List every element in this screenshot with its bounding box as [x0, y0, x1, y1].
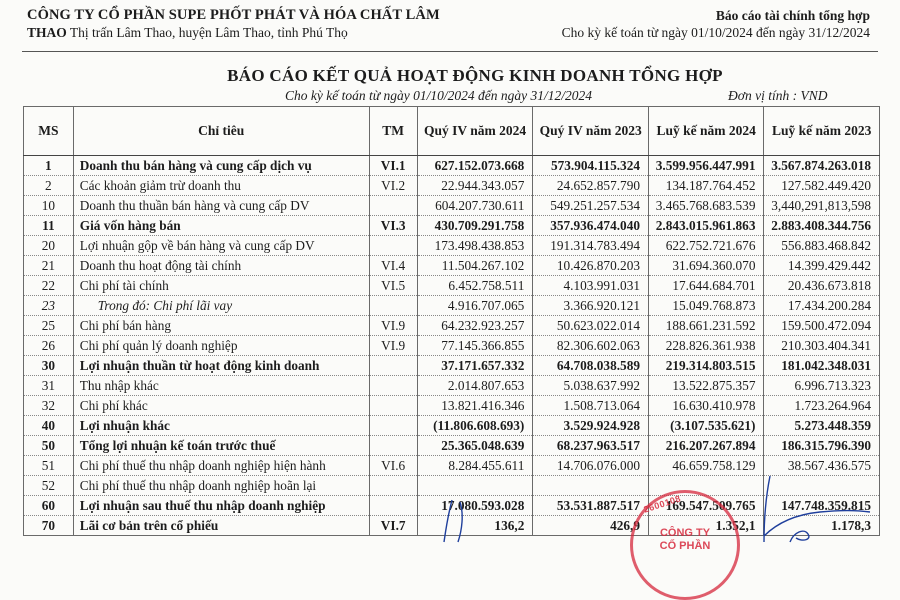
cell-q4-2023: 53.531.887.517	[533, 496, 649, 516]
report-type: Báo cáo tài chính tổng hợp	[715, 8, 870, 23]
table-row	[24, 176, 880, 196]
table-row	[24, 156, 880, 176]
row-code: 11	[24, 216, 74, 236]
table-row	[24, 216, 880, 236]
row-item: Giá vốn hàng bán	[73, 216, 369, 236]
row-item: Chi phí tài chính	[73, 276, 369, 296]
row-code: 51	[24, 456, 74, 476]
cell-ytd-2024: 1.352,1	[649, 516, 764, 536]
row-item: Chi phí thuế thu nhập doanh nghiệp hoãn lại	[73, 476, 369, 496]
cell-ytd-2024: 3.465.768.683.539	[649, 196, 764, 216]
cell-q4-2023: 3.529.924.928	[533, 416, 649, 436]
row-item: Các khoản giảm trừ doanh thu	[73, 176, 369, 196]
cell-q4-2024: 8.284.455.611	[417, 456, 533, 476]
signature-left-icon	[440, 500, 500, 542]
row-note: VI.6	[369, 456, 417, 476]
company-name: CÔNG TY CỔ PHẦN SUPE PHỐT PHÁT VÀ HÓA CHẤT LÂM	[27, 7, 440, 23]
cell-q4-2024: 173.498.438.853	[417, 236, 533, 256]
cell-ytd-2024: 16.630.410.978	[649, 396, 764, 416]
row-item: Doanh thu bán hàng và cung cấp dịch vụ	[73, 156, 369, 176]
row-code: 21	[24, 256, 74, 276]
cell-ytd-2023: 1.178,3	[764, 516, 880, 536]
row-code: 31	[24, 376, 74, 396]
table-row	[24, 316, 880, 336]
cell-ytd-2023: 17.434.200.284	[764, 296, 880, 316]
row-item: Thu nhập khác	[73, 376, 369, 396]
header-q4-2024: Quý IV năm 2024	[417, 107, 533, 156]
cell-q4-2023: 82.306.602.063	[533, 336, 649, 356]
cell-ytd-2023: 181.042.348.031	[764, 356, 880, 376]
row-item: Chi phí bán hàng	[73, 316, 369, 336]
cell-q4-2023: 10.426.870.203	[533, 256, 649, 276]
row-code: 32	[24, 396, 74, 416]
cell-ytd-2023: 38.567.436.575	[764, 456, 880, 476]
company-address-line	[27, 24, 467, 41]
header-note: TM	[369, 107, 417, 156]
row-code: 1	[24, 156, 74, 176]
header-item: Chỉ tiêu	[73, 107, 369, 156]
cell-ytd-2023: 5.273.448.359	[764, 416, 880, 436]
cell-ytd-2023: 3.567.874.263.018	[764, 156, 880, 176]
row-item: Lợi nhuận sau thuế thu nhập doanh nghiệp	[73, 496, 369, 516]
cell-q4-2024: 604.207.730.611	[417, 196, 533, 216]
cell-ytd-2023: 1.723.264.964	[764, 396, 880, 416]
company-header	[27, 7, 467, 41]
row-code: 52	[24, 476, 74, 496]
cell-ytd-2024: 622.752.721.676	[649, 236, 764, 256]
table-row	[24, 196, 880, 216]
table-row	[24, 376, 880, 396]
row-code: 22	[24, 276, 74, 296]
company-address: Thị trấn Lâm Thao, huyện Lâm Thao, tỉnh Phú Thọ	[69, 25, 348, 40]
cell-q4-2024: 64.232.923.257	[417, 316, 533, 336]
row-note: VI.7	[369, 516, 417, 536]
header-q4-2023: Quý IV năm 2023	[533, 107, 649, 156]
cell-q4-2023: 1.508.713.064	[533, 396, 649, 416]
row-item: Doanh thu hoạt động tài chính	[73, 256, 369, 276]
row-item: Doanh thu thuần bán hàng và cung cấp DV	[73, 196, 369, 216]
cell-q4-2023: 24.652.857.790	[533, 176, 649, 196]
row-item: Chi phí khác	[73, 396, 369, 416]
row-item: Lợi nhuận khác	[73, 416, 369, 436]
row-note	[369, 236, 417, 256]
row-code: 40	[24, 416, 74, 436]
cell-ytd-2024: 3.599.956.447.991	[649, 156, 764, 176]
stamp-line-1: CÔNG TY	[659, 527, 711, 539]
table-row	[24, 236, 880, 256]
row-note	[369, 416, 417, 436]
row-note: VI.4	[369, 256, 417, 276]
cell-ytd-2023: 159.500.472.094	[764, 316, 880, 336]
cell-ytd-2024: (3.107.535.621)	[649, 416, 764, 436]
table-row	[24, 416, 880, 436]
cell-q4-2023: 3.366.920.121	[533, 296, 649, 316]
cell-ytd-2024: 15.049.768.873	[649, 296, 764, 316]
report-period: Cho kỳ kế toán từ ngày 01/10/2024 đến ngày 31/12/2024	[561, 25, 870, 40]
row-code: 50	[24, 436, 74, 456]
row-code: 2	[24, 176, 74, 196]
cell-q4-2024: 17.080.593.028	[417, 496, 533, 516]
row-note	[369, 356, 417, 376]
row-note	[369, 196, 417, 216]
cell-q4-2024: 627.152.073.668	[417, 156, 533, 176]
row-item: Tổng lợi nhuận kế toán trước thuế	[73, 436, 369, 456]
row-code: 20	[24, 236, 74, 256]
cell-ytd-2024: 188.661.231.592	[649, 316, 764, 336]
row-note	[369, 476, 417, 496]
cell-q4-2024: 13.821.416.346	[417, 396, 533, 416]
cell-ytd-2023: 556.883.468.842	[764, 236, 880, 256]
row-note	[369, 496, 417, 516]
table-row	[24, 476, 880, 496]
header-ms: MS	[24, 107, 74, 156]
signature-left	[440, 500, 500, 547]
company-name-cont: THAO	[27, 25, 67, 40]
table-row	[24, 296, 880, 316]
row-note: VI.9	[369, 316, 417, 336]
row-note: VI.5	[369, 276, 417, 296]
cell-ytd-2024: 216.207.267.894	[649, 436, 764, 456]
cell-q4-2023: 50.623.022.014	[533, 316, 649, 336]
cell-q4-2024: 25.365.048.639	[417, 436, 533, 456]
signature-right	[760, 476, 870, 547]
cell-q4-2023: 5.038.637.992	[533, 376, 649, 396]
row-code: 23	[24, 296, 74, 316]
row-item: Trong đó: Chi phí lãi vay	[73, 296, 369, 316]
row-code: 30	[24, 356, 74, 376]
table-row	[24, 436, 880, 456]
table-row	[24, 356, 880, 376]
cell-ytd-2023: 127.582.449.420	[764, 176, 880, 196]
cell-ytd-2024: 219.314.803.515	[649, 356, 764, 376]
cell-q4-2023: 549.251.257.534	[533, 196, 649, 216]
table-body	[24, 156, 880, 536]
table-row	[24, 256, 880, 276]
cell-ytd-2024: 169.547.509.765	[649, 496, 764, 516]
cell-q4-2024: 2.014.807.653	[417, 376, 533, 396]
cell-q4-2023: 64.708.038.589	[533, 356, 649, 376]
cell-q4-2024: 37.171.657.332	[417, 356, 533, 376]
cell-q4-2024	[417, 476, 533, 496]
row-note	[369, 376, 417, 396]
table-header-row	[24, 107, 880, 156]
row-note	[369, 296, 417, 316]
row-item: Lãi cơ bản trên cổ phiếu	[73, 516, 369, 536]
cell-ytd-2023: 186.315.796.390	[764, 436, 880, 456]
row-code: 60	[24, 496, 74, 516]
cell-q4-2023	[533, 476, 649, 496]
row-note	[369, 396, 417, 416]
row-note	[369, 436, 417, 456]
header-ytd-2024: Luỹ kế năm 2024	[649, 107, 764, 156]
cell-q4-2023: 68.237.963.517	[533, 436, 649, 456]
table-row	[24, 456, 880, 476]
signature-right-icon	[760, 476, 870, 542]
report-subtitle: Cho kỳ kế toán từ ngày 01/10/2024 đến ngày 31/12/2024	[285, 88, 592, 103]
cell-ytd-2023: 20.436.673.818	[764, 276, 880, 296]
cell-q4-2024: 77.145.366.855	[417, 336, 533, 356]
cell-ytd-2024: 17.644.684.701	[649, 276, 764, 296]
cell-q4-2024: 6.452.758.511	[417, 276, 533, 296]
income-statement-table	[23, 106, 880, 536]
cell-q4-2023: 573.904.115.324	[533, 156, 649, 176]
cell-ytd-2023: 14.399.429.442	[764, 256, 880, 276]
cell-q4-2024: 4.916.707.065	[417, 296, 533, 316]
row-item: Lợi nhuận gộp về bán hàng và cung cấp DV	[73, 236, 369, 256]
table-row	[24, 396, 880, 416]
cell-q4-2023: 14.706.076.000	[533, 456, 649, 476]
cell-ytd-2024: 31.694.360.070	[649, 256, 764, 276]
company-stamp	[630, 490, 740, 600]
stamp-line-2: CỔ PHẦN	[659, 540, 711, 552]
cell-ytd-2023: 3,440,291,813,598	[764, 196, 880, 216]
row-note: VI.1	[369, 156, 417, 176]
currency-unit: Đơn vị tính : VND	[728, 88, 828, 103]
report-header	[562, 7, 870, 41]
stamp-ring-text: 2600108	[642, 493, 683, 515]
cell-q4-2023: 426,9	[533, 516, 649, 536]
row-item: Chi phí quản lý doanh nghiệp	[73, 336, 369, 356]
cell-q4-2024: (11.806.608.693)	[417, 416, 533, 436]
row-note: VI.3	[369, 216, 417, 236]
cell-ytd-2023: 147.748.359.815	[764, 496, 880, 516]
cell-q4-2023: 191.314.783.494	[533, 236, 649, 256]
cell-ytd-2023: 6.996.713.323	[764, 376, 880, 396]
row-code: 10	[24, 196, 74, 216]
cell-ytd-2024: 13.522.875.357	[649, 376, 764, 396]
row-note: VI.9	[369, 336, 417, 356]
cell-q4-2024: 136,2	[417, 516, 533, 536]
cell-ytd-2024: 228.826.361.938	[649, 336, 764, 356]
table-row	[24, 336, 880, 356]
report-title: BÁO CÁO KẾT QUẢ HOẠT ĐỘNG KINH DOANH TỔNG HỢP	[227, 66, 723, 85]
table-row	[24, 276, 880, 296]
row-code: 26	[24, 336, 74, 356]
cell-ytd-2023: 2.883.408.344.756	[764, 216, 880, 236]
header-divider	[22, 51, 878, 52]
header-ytd-2023: Luỹ kế năm 2023	[764, 107, 880, 156]
row-code: 70	[24, 516, 74, 536]
cell-q4-2024: 11.504.267.102	[417, 256, 533, 276]
cell-q4-2024: 430.709.291.758	[417, 216, 533, 236]
row-item: Chi phí thuế thu nhập doanh nghiệp hiện hành	[73, 456, 369, 476]
row-note: VI.2	[369, 176, 417, 196]
row-code: 25	[24, 316, 74, 336]
cell-q4-2024: 22.944.343.057	[417, 176, 533, 196]
cell-ytd-2024: 2.843.015.961.863	[649, 216, 764, 236]
cell-ytd-2023: 210.303.404.341	[764, 336, 880, 356]
cell-q4-2023: 357.936.474.040	[533, 216, 649, 236]
cell-ytd-2024: 134.187.764.452	[649, 176, 764, 196]
cell-ytd-2024: 46.659.758.129	[649, 456, 764, 476]
row-item: Lợi nhuận thuần từ hoạt động kinh doanh	[73, 356, 369, 376]
cell-q4-2023: 4.103.991.031	[533, 276, 649, 296]
